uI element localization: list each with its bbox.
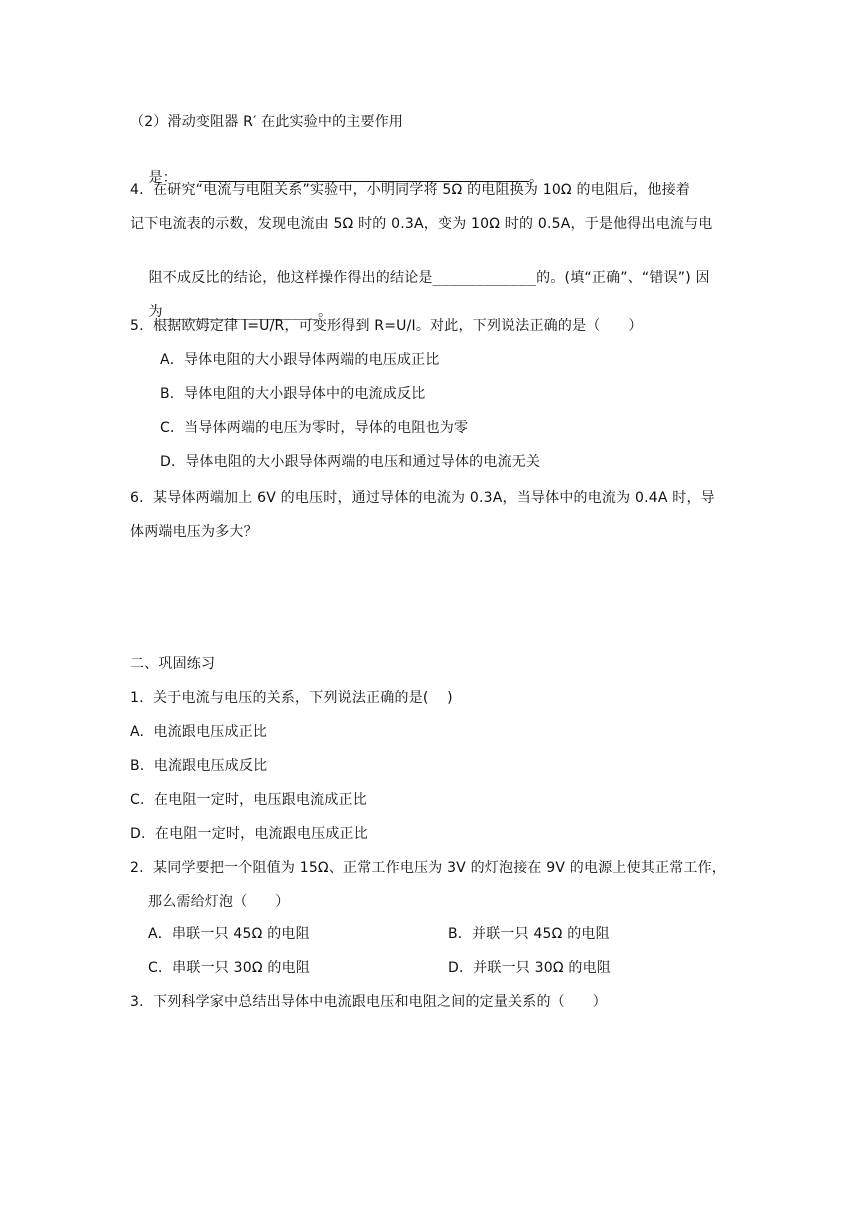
q4-line-3-suffix: 的。(填“正确”、“错误”) 因 [536,270,710,286]
q4-line-1: 4. 在研究“电流与电阻关系”实验中，小明同学将 5Ω 的电阻换为 10Ω 的电阻后，他接着 [130,182,691,198]
s2-q2-line-2: 那么需给灯泡（ ） [148,894,290,910]
q2-answer-prefix: 是： [148,170,178,186]
q5-option-c: C．当导体两端的电压为零时，导体的电阻也为零 [160,420,469,436]
s2-q1-option-a: A. 电流跟电压成正比 [130,724,268,740]
s2-q2-option-b: B．并联一只 45Ω 的电阻 [448,926,610,942]
s2-q1-option-b: B. 电流跟电压成反比 [130,758,268,774]
s2-q3-stem: 3. 下列科学家中总结出导体中电流跟电压和电阻之间的定量关系的（ ） [130,994,607,1010]
section-2-heading: 二、巩固练习 [130,656,216,672]
s2-q1-option-c: C. 在电阻一定时，电压跟电流成正比 [130,792,367,808]
q5-option-d: D．导体电阻的大小跟导体两端的电压和通过导体的电流无关 [160,454,541,470]
q4-line-2: 记下电流表的示数，发现电流由 5Ω 时的 0.3A，变为 10Ω 时的 0.5A，于是他得出电流与电 [130,216,713,232]
q4-line-4-suffix: 。 [318,304,333,320]
s2-q2-option-a: A．串联一只 45Ω 的电阻 [148,926,310,942]
s2-q2-option-d: D．并联一只 30Ω 的电阻 [448,960,611,976]
q6-line-1: 6. 某导体两端加上 6V 的电压时，通过导体的电流为 0.3A，当导体中的电流为 0.4A 时，导 [130,490,715,506]
q4-line-3-prefix: 阻不成反比的结论，他这样操作得出的结论是 [148,270,433,286]
q2-answer-suffix: 。 [529,170,544,186]
q5-option-b: B．导体电阻的大小跟导体中的电流成反比 [160,386,426,402]
q4-answer-blank[interactable]: ____________ [432,270,537,286]
q2-subquestion: （2）滑动变阻器 R′ 在此实验中的主要作用 [130,114,404,130]
s2-q1-option-d: D. 在电阻一定时，电流跟电压成正比 [130,826,368,842]
q6-line-2: 体两端电压为多大？ [130,524,258,540]
s2-q2-line-1: 2. 某同学要把一个阻值为 15Ω、正常工作电压为 3V 的灯泡接在 9V 的电源上使其正常工作， [130,860,726,876]
s2-q2-option-c: C．串联一只 30Ω 的电阻 [148,960,310,976]
q4-line-4-prefix: 为 [148,304,163,320]
s2-q1-stem: 1. 关于电流与电压的关系，下列说法正确的是( ) [130,690,453,706]
q5-option-a: A．导体电阻的大小跟导体两端的电压成正比 [160,352,440,368]
q4-reason-blank[interactable]: __________________ [162,304,319,320]
q5-stem: 5. 根据欧姆定律 I=U/R，可变形得到 R=U/I。对此，下列说法正确的是（ ） [130,318,643,334]
